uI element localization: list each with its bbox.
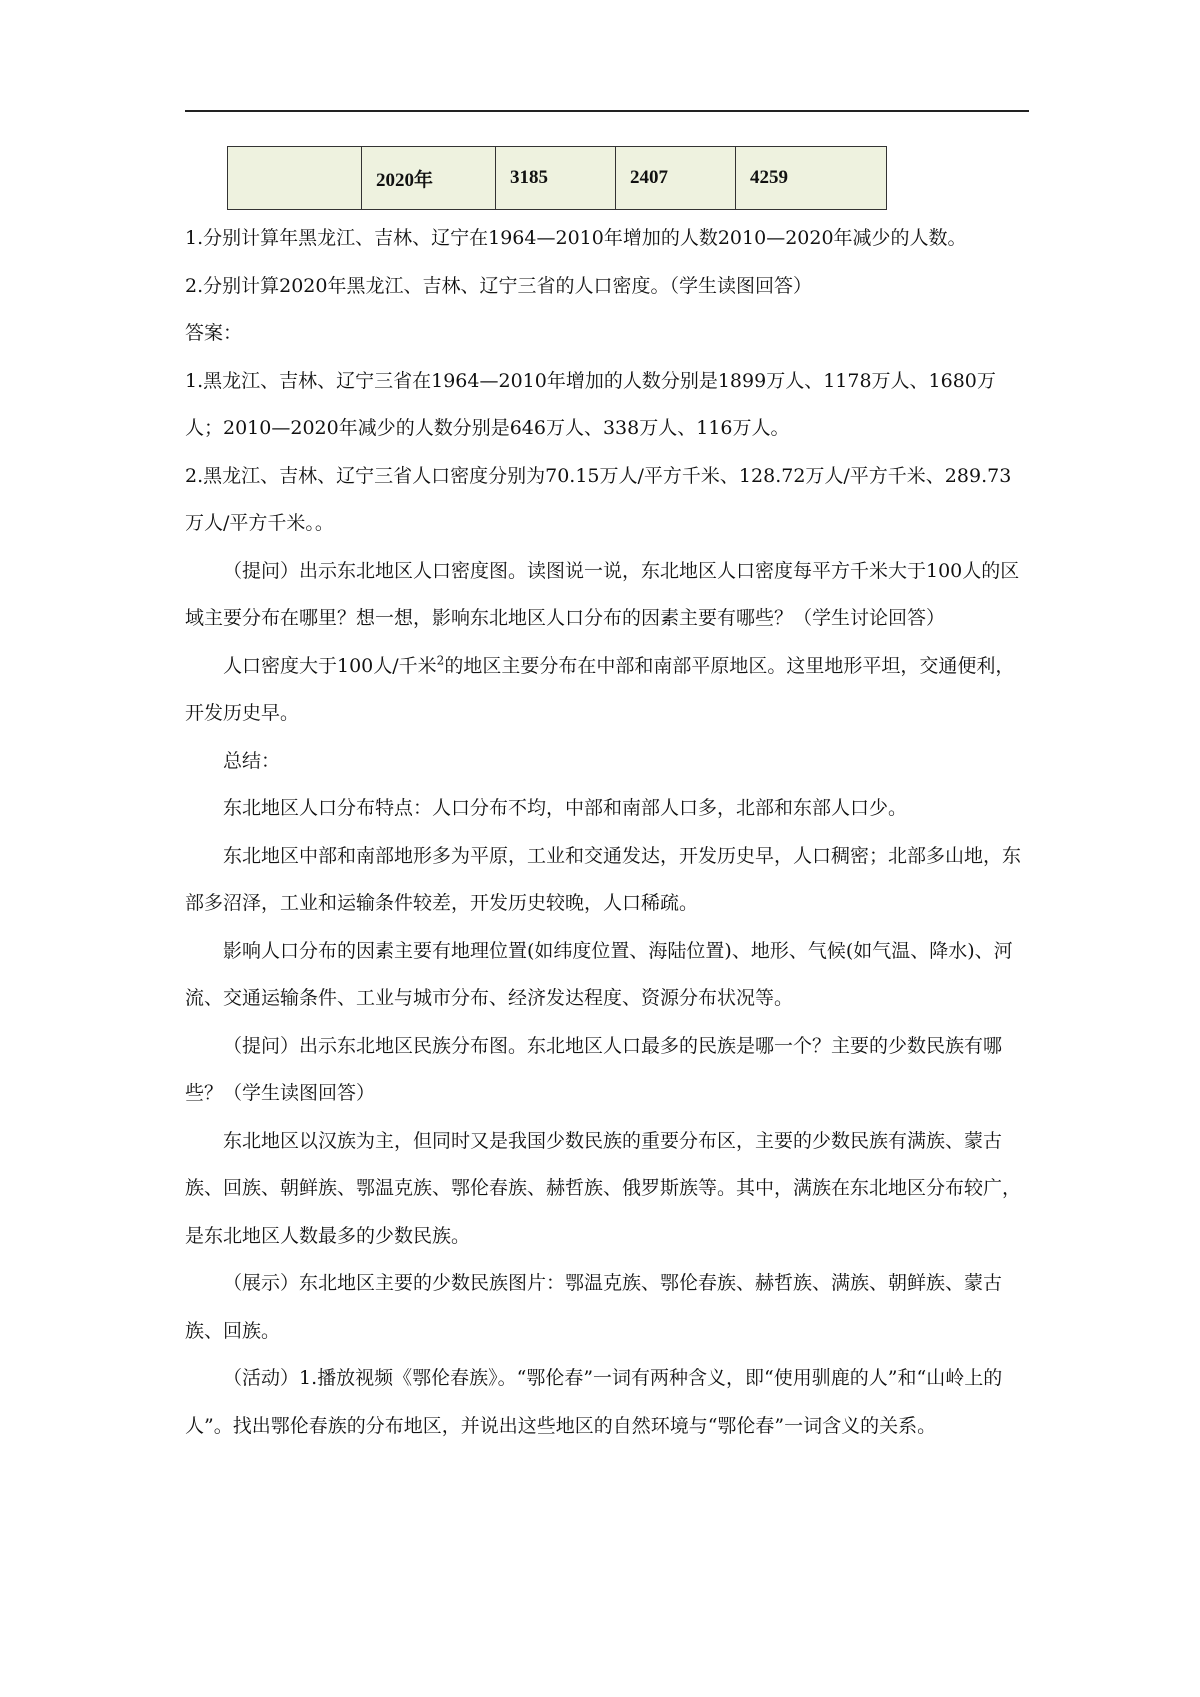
density-explanation [185, 643, 1030, 738]
question-density-map: （提问）出示东北地区人口密度图。读图说一说，东北地区人口密度每平方千米大于100人的区域主要分布在哪里？想一想，影响东北地区人口分布的因素主要有哪些？（学生讨论回答） [185, 559, 1020, 629]
density-text-post: 的地区主要分布在中部和南部平原地区。这里地形平坦，交通便利，开发历史早。 [185, 654, 1015, 724]
table-cell-heilongjiang: 3185 [496, 147, 616, 210]
table-cell-region [228, 147, 362, 210]
header-rule [185, 110, 1029, 112]
distribution-factors: 影响人口分布的因素主要有地理位置(如纬度位置、海陆位置)、地形、气候(如气温、降水)、河流、交通运输条件、工业与城市分布、经济发达程度、资源分布状况等。 [185, 939, 1013, 1009]
question-1: 1.分别计算年黑龙江、吉林、辽宁在1964—2010年增加的人数2010—2020年减少的人数。 [185, 227, 967, 249]
density-superscript: 2 [436, 653, 445, 668]
ethnic-pictures: （展示）东北地区主要的少数民族图片：鄂温克族、鄂伦春族、赫哲族、满族、朝鲜族、蒙古族、回族。 [185, 1272, 1003, 1342]
answer-1: 1.黑龙江、吉林、辽宁三省在1964—2010年增加的人数分别是1899万人、1178万人、1680万人；2010—2020年减少的人数分别是646万人、338万人、116万人。 [185, 369, 996, 439]
density-text-pre: 人口密度大于100人/千米 [223, 654, 437, 677]
distribution-feature: 东北地区人口分布特点：人口分布不均，中部和南部人口多，北部和东部人口少。 [223, 797, 908, 819]
answer-2: 2.黑龙江、吉林、辽宁三省人口密度分别为70.15万人/平方千米、128.72万人/平方千米、289.73万人/平方千米。。 [185, 464, 1012, 534]
table-cell-liaoning: 4259 [736, 147, 887, 210]
table-cell-year: 2020年 [362, 147, 496, 210]
table-row [228, 147, 887, 210]
ethnic-description: 东北地区以汉族为主，但同时又是我国少数民族的重要分布区，主要的少数民族有满族、蒙古族、回族、朝鲜族、鄂温克族、鄂伦春族、赫哲族、俄罗斯族等。其中，满族在东北地区分布较广，是东北地区人数最多的少数民族。 [185, 1129, 1022, 1247]
answer-label: 答案： [185, 322, 243, 344]
document-body [185, 215, 1030, 1450]
question-ethnic-map: （提问）出示东北地区民族分布图。东北地区人口最多的民族是哪一个？主要的少数民族有哪些？（学生读图回答） [185, 1034, 1003, 1104]
table-cell-jilin: 2407 [616, 147, 736, 210]
activity-video: （活动）1.播放视频《鄂伦春族》。“鄂伦春”一词有两种含义，即“使用驯鹿的人”和“山岭上的人”。找出鄂伦春族的分布地区，并说出这些地区的自然环境与“鄂伦春”一词含义的关系。 [185, 1367, 1003, 1437]
distribution-reason: 东北地区中部和南部地形多为平原，工业和交通发达，开发历史早，人口稠密；北部多山地，东部多沼泽，工业和运输条件较差，开发历史较晚，人口稀疏。 [185, 844, 1022, 914]
question-2: 2.分别计算2020年黑龙江、吉林、辽宁三省的人口密度。（学生读图回答） [185, 274, 812, 297]
summary-label: 总结： [223, 749, 281, 772]
population-table [227, 146, 887, 210]
